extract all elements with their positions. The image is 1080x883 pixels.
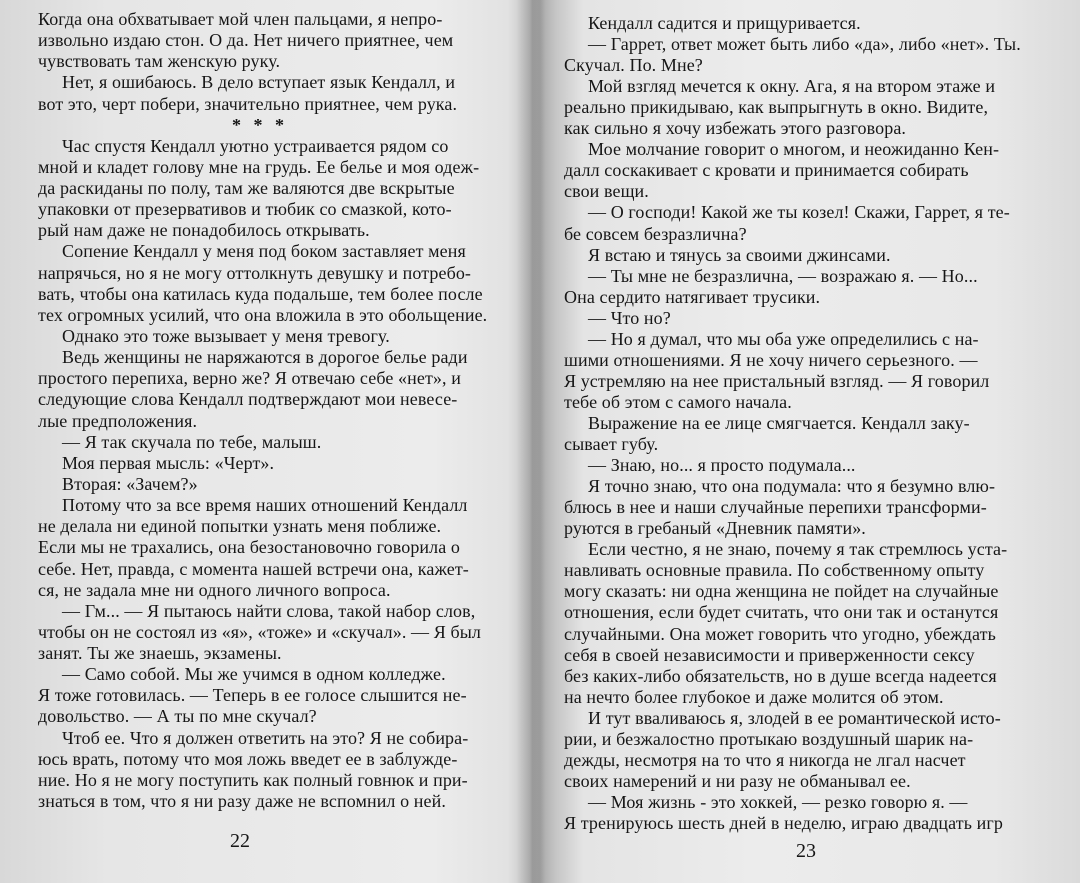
- text-line: Сопение Кендалл у меня под боком заставляет меня: [62, 241, 466, 261]
- text-line: И тут вваливаюсь я, злодей в ее романтической исто-: [588, 708, 1001, 728]
- text-line: бе совсем безразлична?: [564, 224, 747, 244]
- text-line: Моя первая мысль: «Черт».: [62, 453, 275, 473]
- text-line: без каких-либо обязательств, но в душе всегда надеется: [564, 666, 997, 686]
- text-line: Она сердито натягивает трусики.: [564, 287, 821, 307]
- text-line: Мой взгляд мечется к окну. Ага, я на втором этаже и: [588, 76, 996, 96]
- text-line: Я точно знаю, что она подумала: что я безумно влю-: [588, 476, 996, 496]
- text-line: юсь врать, потому что моя ложь введет ее в заблужде-: [38, 749, 458, 769]
- text-line: как сильно я хочу избежать этого разговора.: [564, 118, 907, 138]
- text-line: да раскиданы по полу, там же валяются две вскрытые: [38, 178, 455, 198]
- text-line: — Знаю, но... я просто подумала...: [588, 455, 856, 475]
- text-line: шими отношениями. Я не хочу ничего серьезного. —: [564, 350, 978, 370]
- text-line: — Само собой. Мы же учимся в одном колледже.: [62, 664, 446, 684]
- text-line: — Гм... — Я пытаюсь найти слова, такой набор слов,: [62, 601, 476, 621]
- text-line: Ведь женщины не наряжаются в дорогое белье ради: [62, 347, 468, 367]
- text-line: далл соскакивает с кровати и принимается собирать: [564, 160, 969, 180]
- text-line: Я встаю и тянусь за своими джинсами.: [588, 245, 891, 265]
- text-line: отношения, если будет считать, что они так и останутся: [564, 602, 999, 622]
- text-line: — О господи! Какой же ты козел! Скажи, Гаррет, я те-: [588, 202, 1010, 222]
- text-line: Когда она обхватывает мой член пальцами, я непро-: [38, 9, 443, 29]
- text-line: — Ты мне не безразлична, — возражаю я. — Но...: [588, 266, 978, 286]
- text-line: могу сказать: ни одна женщина не пойдет на случайные: [564, 581, 999, 601]
- text-line: Если честно, я не знаю, почему я так стремлюсь уста-: [588, 539, 1008, 559]
- text-line: реально прикидываю, как выпрыгнуть в окно. Видите,: [564, 97, 989, 117]
- text-line: свои вещи.: [564, 181, 649, 201]
- text-line: Я тоже готовилась. — Теперь в ее голосе слышится не-: [38, 685, 467, 705]
- text-line: случайными. Она может говорить что угодно, убеждать: [564, 624, 996, 644]
- text-line: ся, не задала мне ни одного личного вопроса.: [38, 580, 391, 600]
- text-line: рии, и безжалостно протыкаю воздушный шарик на-: [564, 729, 974, 749]
- text-line: тебе об этом с самого начала.: [564, 392, 792, 412]
- text-line: Потому что за все время наших отношений Кендалл: [62, 495, 468, 515]
- text-line: чтобы он не состоял из «я», «тоже» и «скучал». — Я был: [38, 622, 481, 642]
- text-line: не делала ни единой попытки узнать меня поближе.: [38, 516, 442, 536]
- text-line: занят. Ты же знаешь, экзамены.: [38, 643, 282, 663]
- text-line: Однако это тоже вызывает у меня тревогу.: [62, 326, 390, 346]
- text-line: навливать основные правила. По собственному опыту: [564, 560, 985, 580]
- text-line: — Гаррет, ответ может быть либо «да», либо «нет». Ты.: [588, 34, 1021, 54]
- text-line: рый нам даже не понадобилось открывать.: [38, 220, 370, 240]
- page-number: 22: [230, 830, 250, 852]
- text-line: Нет, я ошибаюсь. В дело вступает язык Кендалл, и: [62, 72, 456, 92]
- text-line: сывает губу.: [564, 434, 659, 454]
- text-line: чувствовать там женскую руку.: [38, 51, 281, 71]
- text-line: простого перепиха, верно же? Я отвечаю себе «нет», и: [38, 368, 461, 388]
- text-line: вот это, черт побери, значительно приятнее, чем рука.: [38, 94, 458, 114]
- text-line: Час спустя Кендалл уютно устраивается рядом со: [62, 136, 449, 156]
- text-line: извольно издаю стон. О да. Нет ничего приятнее, чем: [38, 30, 454, 50]
- text-line: напрячься, но я не могу оттолкнуть девушку и потребо-: [38, 263, 472, 283]
- text-line: знаться в том, что я ни разу даже не вспомнил о ней.: [38, 791, 446, 811]
- text-line: Скучал. По. Мне?: [564, 55, 703, 75]
- text-line: — Я так скучала по тебе, малыш.: [62, 432, 322, 452]
- text-line: Вторая: «Зачем?»: [62, 474, 198, 494]
- text-line: Чтоб ее. Что я должен ответить на это? Я не собира-: [62, 728, 469, 748]
- text-line: дежды, несмотря на то что я никогда не лгал насчет: [564, 750, 966, 770]
- text-line: — Моя жизнь - это хоккей, — резко говорю я. —: [588, 792, 968, 812]
- text-line: себя в своей независимости и приверженности сексу: [564, 645, 975, 665]
- text-line: упаковки от презервативов и тюбик со смазкой, кото-: [38, 199, 452, 219]
- text-line: на нечто более глубокое и даже молится об этом.: [564, 687, 944, 707]
- text-line: Кендалл садится и прищуривается.: [588, 13, 861, 33]
- text-line: тех огромных усилий, что она вложила в это обольщение.: [38, 305, 488, 325]
- text-line: своих намерений и ни разу не обманывал ее.: [564, 771, 911, 791]
- text-line: блюсь в нее и наши случайные перепихи трансформи-: [564, 497, 987, 517]
- text-line: Выражение на ее лице смягчается. Кендалл заку-: [588, 413, 970, 433]
- text-line: — Но я думал, что мы оба уже определились с на-: [588, 329, 979, 349]
- page-number: 23: [796, 840, 816, 862]
- text-line: руются в гребаный «Дневник памяти».: [564, 518, 866, 538]
- text-line: — Что но?: [588, 308, 671, 328]
- section-separator: * * *: [232, 115, 288, 135]
- text-line: следующие слова Кендалл подтверждают мои невесе-: [38, 389, 458, 409]
- left-page: [0, 0, 520, 883]
- text-line: вать, чтобы она катилась куда подальше, тем более после: [38, 284, 483, 304]
- right-page: [540, 0, 1080, 883]
- text-line: Если мы не трахались, она безостановочно говорила о: [38, 537, 461, 557]
- text-line: Я тренируюсь шесть дней в неделю, играю двадцать игр: [564, 813, 1003, 833]
- text-line: Я устремляю на нее пристальный взгляд. — Я говорил: [564, 371, 990, 391]
- text-line: себе. Нет, правда, с момента нашей встречи она, кажет-: [38, 559, 469, 579]
- text-line: Мое молчание говорит о многом, и неожиданно Кен-: [588, 139, 1000, 159]
- text-line: лые предположения.: [38, 411, 198, 431]
- text-line: ние. Но я не могу поступить как полный говнюк и при-: [38, 770, 468, 790]
- text-line: мной и кладет голову мне на грудь. Ее белье и моя одеж-: [38, 157, 480, 177]
- text-line: довольство. — А ты по мне скучал?: [38, 706, 317, 726]
